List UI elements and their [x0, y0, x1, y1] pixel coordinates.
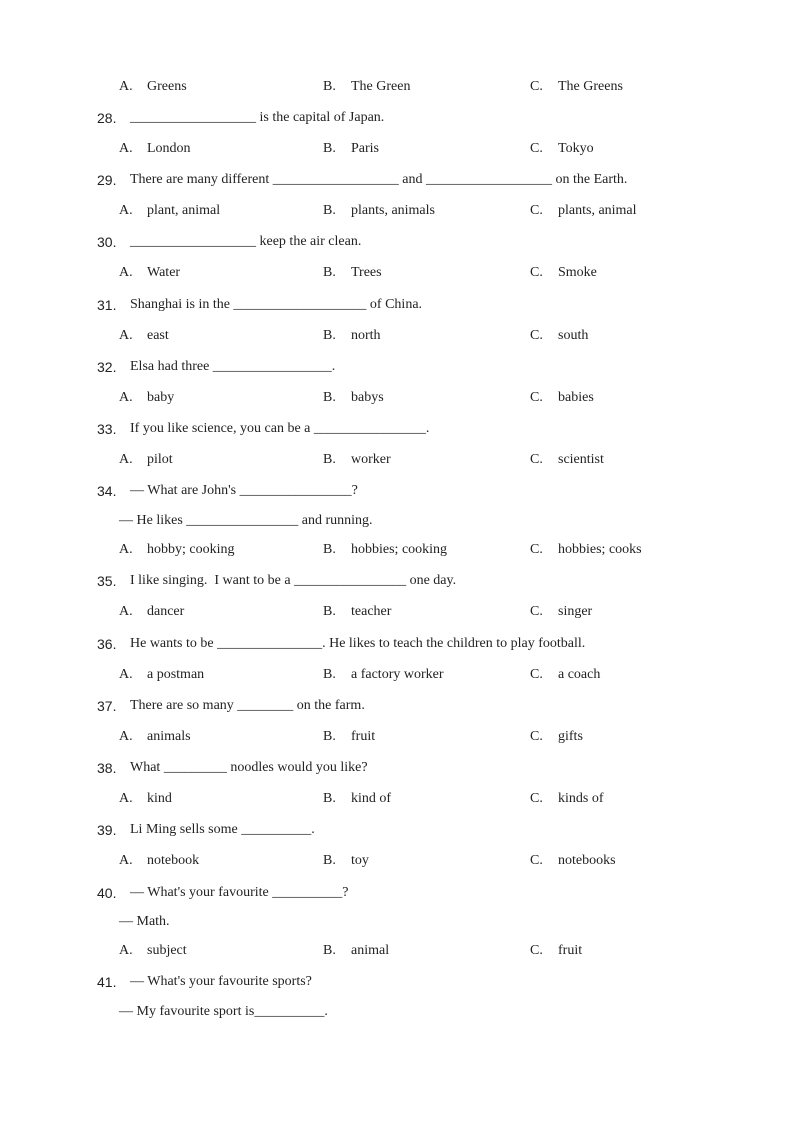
option-letter: C. — [530, 729, 543, 744]
question-number: 28. — [97, 110, 117, 126]
option-letter: B. — [323, 943, 336, 958]
option-text: north — [351, 328, 381, 343]
option-c[interactable] — [530, 942, 582, 960]
option-text: teacher — [351, 604, 392, 619]
option-c[interactable] — [530, 790, 604, 808]
question-number: 32. — [97, 359, 117, 375]
option-letter: A. — [119, 452, 133, 467]
question-text: What _________ noodles would you like? — [130, 760, 368, 775]
option-text: pilot — [147, 452, 173, 467]
question-text: — What's your favourite __________? — [130, 885, 349, 900]
option-letter: A. — [119, 791, 133, 806]
question-text: He wants to be _______________. He likes to teach the children to play football. — [130, 636, 586, 651]
dialogue-text: — Math. — [119, 914, 170, 929]
option-c[interactable] — [530, 327, 588, 345]
option-text: notebooks — [558, 853, 616, 868]
option-text: a factory worker — [351, 667, 444, 682]
option-text: singer — [558, 604, 593, 619]
option-b[interactable] — [323, 264, 382, 282]
option-text: plants, animals — [351, 203, 435, 218]
dialogue-text: — My favourite sport is__________. — [119, 1004, 328, 1019]
option-a[interactable] — [119, 389, 174, 407]
option-a[interactable] — [119, 852, 199, 870]
question-number: 30. — [97, 234, 117, 250]
option-c[interactable] — [530, 202, 637, 220]
option-letter: C. — [530, 604, 543, 619]
option-letter: A. — [119, 203, 133, 218]
option-a[interactable] — [119, 140, 191, 158]
option-text: hobbies; cooks — [558, 542, 642, 557]
option-a[interactable] — [119, 451, 173, 469]
option-text: fruit — [558, 943, 583, 958]
option-letter: B. — [323, 604, 336, 619]
question-text: — What are John's ________________? — [130, 483, 358, 498]
question-text: Elsa had three _________________. — [130, 359, 336, 374]
option-c[interactable] — [530, 666, 600, 684]
question-line — [0, 358, 794, 376]
option-letter: C. — [530, 667, 543, 682]
option-letter: A. — [119, 853, 133, 868]
option-c[interactable] — [530, 603, 592, 621]
option-letter: B. — [323, 729, 336, 744]
option-b[interactable] — [323, 942, 389, 960]
option-letter: B. — [323, 265, 336, 280]
option-letter: B. — [323, 141, 336, 156]
answer-dialogue-line — [0, 913, 794, 931]
option-letter: A. — [119, 667, 133, 682]
option-c[interactable] — [530, 389, 594, 407]
option-a[interactable] — [119, 541, 235, 559]
option-text: hobby; cooking — [147, 542, 235, 557]
question-line — [0, 482, 794, 500]
option-text: The Green — [351, 79, 411, 94]
question-line — [0, 697, 794, 715]
question-line — [0, 420, 794, 438]
option-a[interactable] — [119, 790, 172, 808]
question-text: Shanghai is in the ___________________ of China. — [130, 297, 423, 312]
question-line — [0, 296, 794, 314]
option-b[interactable] — [323, 78, 410, 96]
option-letter: B. — [323, 542, 336, 557]
option-text: baby — [147, 390, 175, 405]
option-c[interactable] — [530, 728, 583, 746]
option-text: fruit — [351, 729, 376, 744]
option-letter: C. — [530, 791, 543, 806]
option-letter: C. — [530, 943, 543, 958]
option-b[interactable] — [323, 327, 381, 345]
option-letter: B. — [323, 791, 336, 806]
option-a[interactable] — [119, 264, 180, 282]
option-c[interactable] — [530, 852, 616, 870]
option-text: toy — [351, 853, 369, 868]
option-letter: B. — [323, 667, 336, 682]
question-text: — What's your favourite sports? — [130, 974, 312, 989]
option-letter: A. — [119, 390, 133, 405]
question-text: There are many different __________________ and __________________ on the Earth. — [130, 172, 628, 187]
question-number: 34. — [97, 483, 117, 499]
option-text: a coach — [558, 667, 601, 682]
question-line — [0, 171, 794, 189]
option-a[interactable] — [119, 327, 169, 345]
option-text: kind — [147, 791, 172, 806]
question-number: 39. — [97, 822, 117, 838]
option-letter: A. — [119, 542, 133, 557]
question-text: __________________ keep the air clean. — [130, 234, 362, 249]
option-c[interactable] — [530, 140, 594, 158]
option-a[interactable] — [119, 202, 220, 220]
option-a[interactable] — [119, 603, 184, 621]
option-b[interactable] — [323, 603, 391, 621]
option-b[interactable] — [323, 666, 444, 684]
question-line — [0, 233, 794, 251]
option-a[interactable] — [119, 728, 191, 746]
option-a[interactable] — [119, 666, 204, 684]
option-text: a postman — [147, 667, 205, 682]
question-line — [0, 884, 794, 902]
question-text: If you like science, you can be a ________________. — [130, 421, 430, 436]
option-c[interactable] — [530, 451, 604, 469]
option-b[interactable] — [323, 202, 435, 220]
question-text: There are so many ________ on the farm. — [130, 698, 365, 713]
option-letter: B. — [323, 853, 336, 868]
question-number: 38. — [97, 760, 117, 776]
option-text: kinds of — [558, 791, 604, 806]
option-letter: C. — [530, 328, 543, 343]
option-text: plants, animal — [558, 203, 637, 218]
option-b[interactable] — [323, 140, 379, 158]
option-letter: A. — [119, 141, 133, 156]
option-text: plant, animal — [147, 203, 221, 218]
option-text: Tokyo — [558, 141, 594, 156]
option-letter: A. — [119, 265, 133, 280]
option-letter: C. — [530, 390, 543, 405]
option-text: London — [147, 141, 191, 156]
option-text: dancer — [147, 604, 185, 619]
option-letter: A. — [119, 328, 133, 343]
question-number: 33. — [97, 421, 117, 437]
option-b[interactable] — [323, 852, 369, 870]
option-text: babys — [351, 390, 384, 405]
question-line — [0, 821, 794, 839]
option-letter: A. — [119, 943, 133, 958]
option-c[interactable] — [530, 264, 597, 282]
option-a[interactable] — [119, 78, 187, 96]
option-text: subject — [147, 943, 187, 958]
option-letter: C. — [530, 853, 543, 868]
question-number: 40. — [97, 885, 117, 901]
question-line — [0, 759, 794, 777]
question-number: 35. — [97, 573, 117, 589]
option-letter: B. — [323, 328, 336, 343]
option-a[interactable] — [119, 942, 187, 960]
question-line — [0, 973, 794, 991]
option-letter: A. — [119, 729, 133, 744]
question-line — [0, 572, 794, 590]
option-text: hobbies; cooking — [351, 542, 448, 557]
option-text: kind of — [351, 791, 392, 806]
question-number: 36. — [97, 636, 117, 652]
option-text: Water — [147, 265, 181, 280]
option-letter: C. — [530, 141, 543, 156]
option-letter: B. — [323, 79, 336, 94]
option-b[interactable] — [323, 451, 391, 469]
option-text: Paris — [351, 141, 379, 156]
option-text: Smoke — [558, 265, 597, 280]
option-text: south — [558, 328, 589, 343]
option-text: notebook — [147, 853, 200, 868]
question-number: 29. — [97, 172, 117, 188]
option-letter: C. — [530, 79, 543, 94]
option-c[interactable] — [530, 541, 642, 559]
question-number: 41. — [97, 974, 117, 990]
question-text: __________________ is the capital of Japan. — [130, 110, 385, 125]
option-letter: C. — [530, 203, 543, 218]
option-text: Greens — [147, 79, 187, 94]
option-text: worker — [351, 452, 391, 467]
option-letter: A. — [119, 79, 133, 94]
answer-dialogue-line — [0, 1003, 794, 1021]
option-text: gifts — [558, 729, 583, 744]
option-text: scientist — [558, 452, 604, 467]
option-letter: C. — [530, 452, 543, 467]
answer-dialogue-line — [0, 512, 794, 530]
option-text: animal — [351, 943, 390, 958]
option-b[interactable] — [323, 790, 391, 808]
question-line — [0, 635, 794, 653]
question-number: 31. — [97, 297, 117, 313]
option-text: animals — [147, 729, 191, 744]
question-text: Li Ming sells some __________. — [130, 822, 315, 837]
option-b[interactable] — [323, 389, 384, 407]
option-letter: A. — [119, 604, 133, 619]
option-letter: B. — [323, 452, 336, 467]
option-letter: B. — [323, 203, 336, 218]
option-letter: B. — [323, 390, 336, 405]
question-text: I like singing. I want to be a ________________ one day. — [130, 573, 457, 588]
question-line — [0, 109, 794, 127]
question-number: 37. — [97, 698, 117, 714]
dialogue-text: — He likes ________________ and running. — [119, 513, 373, 528]
option-text: The Greens — [558, 79, 623, 94]
option-letter: C. — [530, 542, 543, 557]
option-text: babies — [558, 390, 594, 405]
option-c[interactable] — [530, 78, 623, 96]
option-b[interactable] — [323, 541, 447, 559]
option-text: east — [147, 328, 169, 343]
option-text: Trees — [351, 265, 382, 280]
option-letter: C. — [530, 265, 543, 280]
option-b[interactable] — [323, 728, 375, 746]
